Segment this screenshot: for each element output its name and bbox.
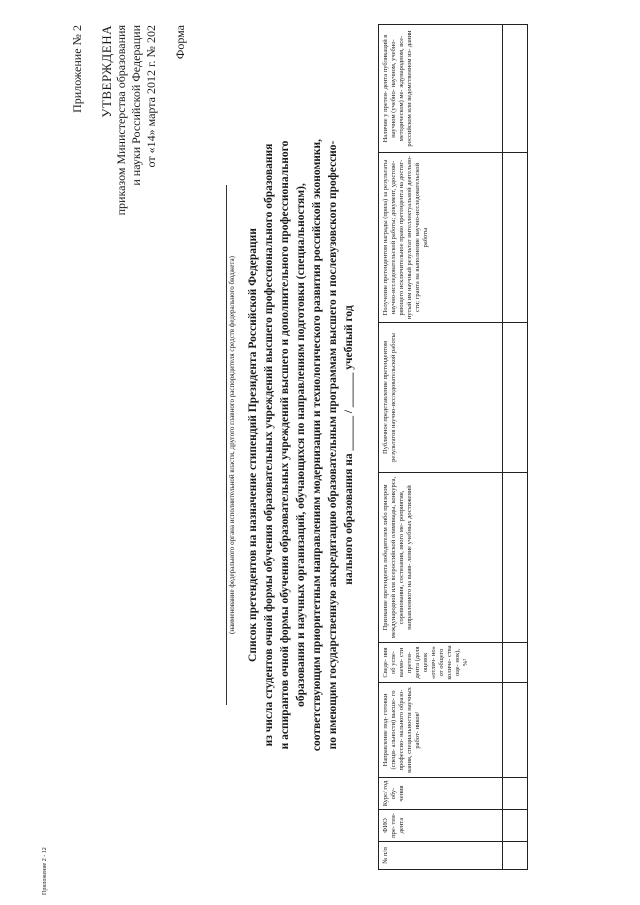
col-header-award: Получение претендентом награды (приза) за результаты научно-исследовательской работы; документ, удостове- ряющего исключительное право претендента на достиг- нутый им научный результат интеллектуальной деятельно- сти; гранта на выполнение научно-исследовательской работы bbox=[379, 153, 503, 323]
title-line: Список претендентов на назначение стипендий Президента Российской Федерации bbox=[247, 228, 259, 662]
approval-line-3: от «14» марта 2012 г. № 202 bbox=[144, 25, 158, 168]
title-line: из числа студентов очной формы обучения образовательных учреждений высшего профессионального образования bbox=[263, 143, 275, 747]
approved-heading: УТВЕРЖДЕНА bbox=[99, 25, 114, 118]
title-line: и аспирантов очной формы обучения образовательных учреждений высшего и дополнительного профессионального bbox=[279, 140, 291, 750]
col-header-olympiad: Признание претендента победителем либо призером международной или всероссийской олимпиады, конкурса, соревнования, состязания, иного ме- роприятия, направленного на выяв- ление учебных достижений bbox=[379, 473, 503, 643]
title-line: по имеющим государственную аккредитацию образовательным программам высшего и послевузовского профессио- bbox=[327, 140, 339, 750]
page-footer-text: Приложение 2 - 12 bbox=[42, 847, 48, 895]
approval-line-1: приказом Министерства образования bbox=[114, 25, 128, 216]
col-header-number: № п/п bbox=[379, 842, 503, 870]
appendix-number: Приложение № 2 bbox=[70, 25, 84, 113]
col-header-grades: Сведе- ния об успе- ваемо- сти претен- дента (доля оценок «отлич- но» от общего количе- ства оце- нок), %² bbox=[379, 643, 503, 683]
title-line: образования и научных организаций, обучающихся по направлениям подготовки (специальностям), bbox=[295, 183, 307, 707]
col-header-direction: Направление под- готовки (специ- альности) высше- го профессио- нального образо- вания, специальности научных работ- ников¹ bbox=[379, 683, 503, 778]
candidates-table bbox=[378, 25, 640, 870]
title-line: соответствующим приоритетным направлениям модернизации и технологического развития российской экономики, bbox=[311, 138, 323, 752]
approval-line-2: и науки Российской Федерации bbox=[129, 25, 143, 186]
col-header-publications: Наличие у претен- дента публикаций в научном (учебно- научном, учебно- методическом) ме- ждународном, все- российском или ведомственном из- дании bbox=[379, 25, 503, 153]
col-header-presentation: Публичное представление претендентом результатов научно-исследовательской работы bbox=[379, 323, 503, 473]
col-header-course: Курс/ год обу- чения bbox=[379, 778, 503, 810]
ministry-caption: (наименование федерального органа исполнительной власти, другого главного распорядителя средств федерального бюджета) bbox=[228, 256, 236, 634]
title-line: нального образования на ______ / ______ учебный год bbox=[343, 305, 355, 585]
col-header-name: ФИО пре- тен- дента bbox=[379, 810, 503, 842]
form-label: Форма bbox=[173, 25, 187, 60]
ministry-rule bbox=[226, 185, 227, 705]
document-title bbox=[245, 45, 357, 845]
table-row bbox=[503, 25, 528, 870]
approval-block bbox=[70, 25, 188, 305]
